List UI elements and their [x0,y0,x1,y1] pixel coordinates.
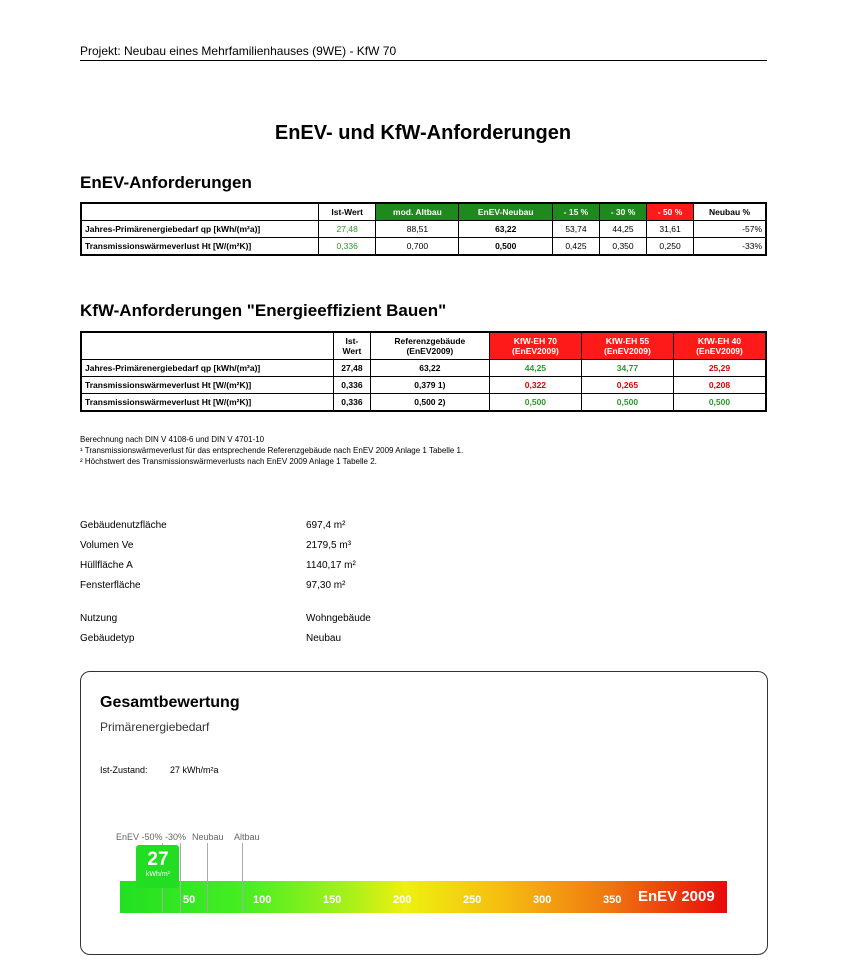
col-header: EnEV-Neubau [459,203,552,221]
marker-line [180,843,181,913]
energy-scale-bar [120,881,727,913]
scale-tick-label: 250 [463,894,482,906]
marker-label: Neubau [192,832,224,842]
kfw-heading: KfW-Anforderungen "Energieeffizient Bauen" [80,301,447,320]
col-header: - 15 % [552,203,599,221]
col-header: KfW-EH 40 (EnEV2009) [673,332,766,359]
table-row: Transmissionswärmeverlust Ht [W/(m²K)] 0,336 0,379 1) 0,322 0,265 0,208 [81,376,766,393]
table-row: Transmissionswärmeverlust Ht [W/(m²K)] 0,336 0,700 0,500 0,425 0,350 0,250 -33% [81,238,766,256]
scale-tick-label: 50 [183,894,196,906]
building-properties: Gebäudenutzfläche 697,4 m² Volumen Ve 2179,5 m³ Hüllfläche A 1140,17 m² Fensterfläche 97,30 m² [80,520,356,591]
footnotes [80,434,463,467]
building-usage: Nutzung Wohngebäude Gebäudetyp Neubau [80,613,371,644]
marker-label: EnEV -50% [116,832,163,842]
ist-value: 27 kWh/m²a [170,765,219,775]
col-header: KfW-EH 70 (EnEV2009) [489,332,581,359]
note: ² Höchstwert des Transmissionswärmeverlusts nach EnEV 2009 Anlage 1 Tabelle 2. [80,457,377,466]
marker-label: Altbau [234,832,260,842]
col-header: Referenzgebäude (EnEV2009) [370,332,489,359]
enev-heading: EnEV-Anforderungen [80,173,252,192]
project-header: Projekt: Neubau eines Mehrfamilienhauses (9WE) - KfW 70 [80,44,767,61]
table-row: Transmissionswärmeverlust Ht [W/(m²K)] 0,336 0,500 2) 0,500 0,500 0,500 [81,393,766,411]
col-header: - 30 % [599,203,646,221]
scale-tick-label: 200 [393,894,412,906]
table-row: Jahres-Primärenergiebedarf qp [kWh/(m²a)] 27,48 88,51 63,22 53,74 44,25 31,61 -57% [81,221,766,238]
marker-line [207,843,208,913]
scale-tick-label: 300 [533,894,552,906]
scale-tick-label: 100 [253,894,272,906]
enev-table [80,202,767,256]
marker-line [242,843,243,913]
col-header: KfW-EH 55 (EnEV2009) [581,332,673,359]
note: Berechnung nach DIN V 4108-6 und DIN V 4701-10 [80,435,265,444]
note: ¹ Transmissionswärmeverlust für das entsprechende Referenzgebäude nach EnEV 2009 Anlage 1 Tabelle 1. [80,446,464,455]
col-header: mod. Altbau [376,203,459,221]
marker-label: -30% [165,832,187,842]
current-value-badge: 27 kWh/m² [136,845,179,888]
kfw-table [80,331,767,412]
rating-title: Gesamtbewertung [100,694,240,711]
scale-tick-label: 350 [603,894,622,906]
ist-label: Ist-Zustand: [100,765,148,775]
col-header: Ist-Wert [334,332,371,359]
scale-tick-label: 150 [323,894,342,906]
page-title: EnEV- und KfW-Anforderungen [274,122,572,144]
col-header: - 50 % [647,203,694,221]
table-row: Jahres-Primärenergiebedarf qp [kWh/(m²a)] 27,48 63,22 44,25 34,77 25,29 [81,359,766,376]
scale-label: EnEV 2009 [638,888,715,905]
rating-subtitle: Primärenergiebedarf [100,720,210,734]
col-header: Ist-Wert [319,203,376,221]
col-header: Neubau % [694,203,766,221]
